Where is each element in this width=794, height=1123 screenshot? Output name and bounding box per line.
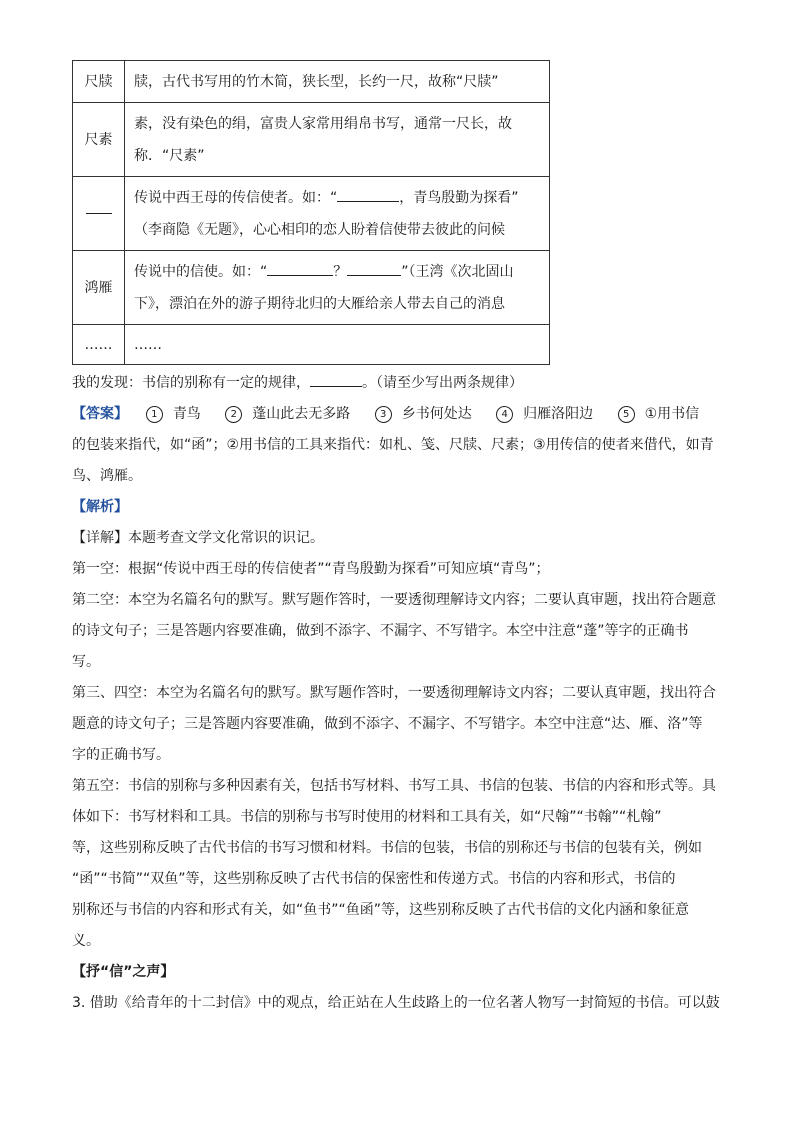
table-row (73, 177, 550, 251)
number-badge: 1 (146, 406, 163, 423)
term-cell-blank (73, 177, 125, 251)
detail-label: 【详解】 (72, 530, 128, 546)
term-cell: 尺牍 (73, 61, 125, 103)
definition-cell: …… (125, 325, 550, 365)
answer-item: 5 ①用书信 (618, 406, 700, 422)
document-page: 尺牍 牍，古代书写用的竹木简，狭长型，长约一尺，故称“尺牍” 尺素 素，没有染色的绢，富贵人家常用绢帛书写，通常一尺长，故 称．“尺素” 传说中西王母的传信使者。如：“ ，青鸟殷勤为探看” （李商隐《无题》，心心相印的恋人盼着信使带去彼此的问候 鸿雁 传说中的信使。如：“ ？ ”（王湾《次北固山 下》，漂泊在外的游子期待北归的大雁给亲人带去自己的消息 …… …… 我的发现：书信的别称有一定的规律， 。（请至少写出两条规律） 【答案】 1 青鸟 2 蓬山此去无多路 3 乡书何处达 4 归雁洛阳边 5 ①用书信 的包装来指代，如“函”；②用书信的工具来指代：如札、笺、尺牍、尺素；③用传信的使者来借代，如青 鸟、鸿雁。 【解析】 【详解】本题考查文学文化常识的识记。 第一空：根据“传说中西王母的传信使者”“青鸟殷勤为探看”可知应填“青鸟”； 第二空：本空为名篇名句的默写。默写题作答时，一要透彻理解诗文内容；二要认真审题，找出符合题意 的诗文句子；三是答题内容要准确，做到不添字、不漏字、不写错字。本空中注意“蓬”等字的正确书 写。 第三、四空：本空为名篇名句的默写。默写题作答时，一要透彻理解诗文内容；二要认真审题，找出符合 题意的诗文句子；三是答题内容要准确，做到不添字、不漏字、不写错字。本空中注意“达、雁、洛”等 字的正确书写。 第五空：书信的别称与多种因素有关，包括书写材料、书写工具、书信的包装、书信的内容和形式等。具 体如下：书写材料和工具。书信的别称与书写时使用的材料和工具有关，如“尺翰”“书翰”“札翰” 等，这些别称反映了古代书信的书写习惯和材料。书信的包装，书信的别称还与书信的包装有关，例如 “函”“书简”“双鱼”等，这些别称反映了古代书信的保密性和传递方式。书信的内容和形式，书信的 别称还与书信的内容和形式有关，如“鱼书”“鱼函”等，这些别称反映了古代书信的文化内涵和象征意 义。 【抒“信”之声】 3. 借助《给青年的十二封信》中的观点，给正站在人生歧路上的一位名著人物写一封简短的书信。可以鼓 (72, 60, 722, 1019)
answer-blank (86, 213, 112, 214)
answer-item: 4 归雁洛阳边 (496, 406, 593, 422)
answer-item: 2 蓬山此去无多路 (225, 406, 350, 422)
definition-cell: 牍，古代书写用的竹木简，狭长型，长约一尺，故称“尺牍” (125, 61, 550, 103)
term-cell: 鸿雁 (73, 251, 125, 325)
answer-item: 3 乡书何处达 (375, 406, 472, 422)
answer-blank (310, 372, 362, 387)
detail-line: 【详解】本题考查文学文化常识的识记。 (72, 530, 324, 546)
table-row (73, 251, 550, 325)
answer-blank (337, 187, 399, 202)
answer-blank (267, 261, 333, 276)
analysis-label: 【解析】 (72, 499, 128, 515)
question-3: 3. 借助《给青年的十二封信》中的观点，给正站在人生歧路上的一位名著人物写一封简短的书信。可以鼓 (72, 995, 720, 1011)
explanation-paragraph: 第一空：根据“传说中西王母的传信使者”“青鸟殷勤为探看”可知应填“青鸟”； (72, 561, 550, 577)
section-heading: 【抒“信”之声】 (72, 964, 175, 980)
discovery-line: 我的发现：书信的别称有一定的规律， 。（请至少写出两条规律） (72, 368, 722, 399)
number-badge: 2 (225, 406, 242, 423)
letter-aliases-table (72, 60, 550, 365)
answer-line (72, 399, 722, 430)
answer-item: 1 青鸟 (146, 406, 201, 422)
definition-cell: 素，没有染色的绢，富贵人家常用绢帛书写，通常一尺长，故 称．“尺素” (125, 103, 550, 177)
explanation-paragraph: 第五空：书信的别称与多种因素有关，包括书写材料、书写工具、书信的包装、书信的内容和形式等。具 体如下：书写材料和工具。书信的别称与书写时使用的材料和工具有关，如“尺翰”“书翰”“札翰” 等，这些别称反映了古代书信的书写习惯和材料。书信的包装，书信的别称还与书信的包装有关，例如 “函”“书简”“双鱼”等，这些别称反映了古代书信的保密性和传递方式。书信的内容和形式，书信的 别称还与书信的内容和形式有关，如“鱼书”“鱼函”等，这些别称反映了古代书信的文化内涵和象征意 义。 (72, 778, 716, 949)
number-badge: 5 (618, 406, 635, 423)
term-cell: 尺素 (73, 103, 125, 177)
number-badge: 4 (496, 406, 513, 423)
table-row (73, 61, 550, 103)
table-row (73, 325, 550, 365)
definition-cell: 传说中的信使。如：“ ？ ”（王湾《次北固山 下》，漂泊在外的游子期待北归的大雁给亲人带去自己的消息 (125, 251, 550, 325)
answer-label: 【答案】 (72, 406, 128, 422)
definition-cell: 传说中西王母的传信使者。如：“ ，青鸟殷勤为探看” （李商隐《无题》，心心相印的恋人盼着信使带去彼此的问候 (125, 177, 550, 251)
table-row (73, 103, 550, 177)
explanation-paragraph: 第二空：本空为名篇名句的默写。默写题作答时，一要透彻理解诗文内容；二要认真审题，找出符合题意 的诗文句子；三是答题内容要准确，做到不添字、不漏字、不写错字。本空中注意“蓬”等字的正确书 写。 (72, 592, 716, 670)
answer-blank (347, 261, 401, 276)
number-badge: 3 (375, 406, 392, 423)
term-cell: …… (73, 325, 125, 365)
explanation-paragraph: 第三、四空：本空为名篇名句的默写。默写题作答时，一要透彻理解诗文内容；二要认真审题，找出符合 题意的诗文句子；三是答题内容要准确，做到不添字、不漏字、不写错字。本空中注意“达、雁、洛”等 字的正确书写。 (72, 685, 716, 763)
